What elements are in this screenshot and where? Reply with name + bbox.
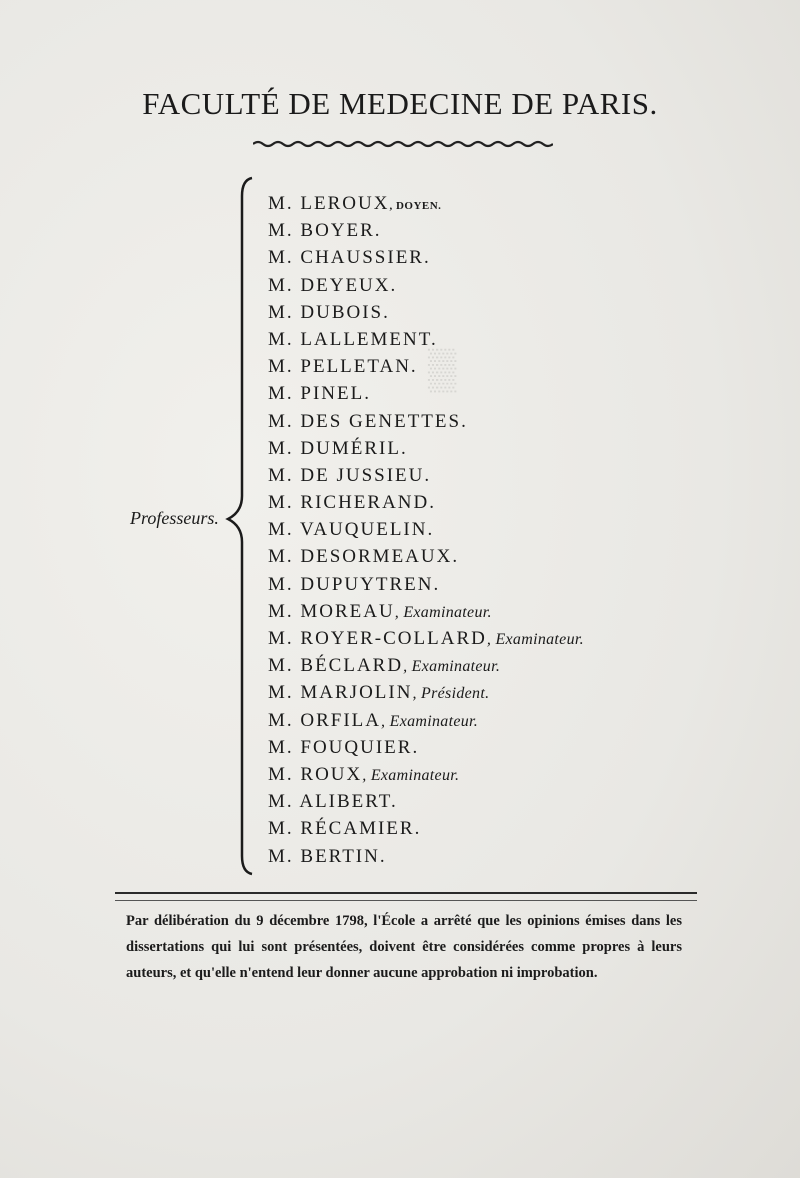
professor-entry <box>268 516 584 543</box>
professor-name: M. MOREAU <box>268 600 395 622</box>
professor-entry <box>268 815 584 842</box>
professor-name: M. ORFILA <box>268 709 382 731</box>
professor-entry <box>268 598 584 625</box>
professor-name: M. ALIBERT. <box>268 791 398 813</box>
section-divider <box>115 892 697 901</box>
professor-name: M. DES GENETTES. <box>268 410 468 432</box>
professors-list <box>268 190 584 870</box>
professor-entry <box>268 462 584 489</box>
curly-brace-icon <box>222 176 262 876</box>
professor-entry <box>268 679 584 706</box>
professor-name: M. PELLETAN. <box>268 356 418 378</box>
professor-title: , Examinateur. <box>381 712 479 730</box>
professor-name: M. DE JUSSIEU. <box>268 464 432 486</box>
professor-name: M. BÉCLARD <box>268 655 404 677</box>
professor-entry <box>268 217 584 244</box>
professor-entry <box>268 326 584 353</box>
professor-entry <box>268 353 584 380</box>
professor-entry <box>268 734 584 761</box>
professor-entry <box>268 244 584 271</box>
professor-entry <box>268 272 584 299</box>
professor-name: M. MARJOLIN <box>268 682 413 704</box>
professor-entry <box>268 571 584 598</box>
professor-entry <box>268 380 584 407</box>
professor-name: M. DEYEUX. <box>268 274 398 296</box>
professor-name: M. PINEL. <box>268 383 371 405</box>
professor-name: M. ROYER-COLLARD <box>268 628 487 649</box>
professor-entry <box>268 489 584 516</box>
professor-name: M. DUMÉRIL. <box>268 437 408 459</box>
professor-title: , Examinateur. <box>486 631 584 648</box>
professor-entry <box>268 299 584 326</box>
professor-entry <box>268 625 584 652</box>
professor-name: M. RICHERAND. <box>268 492 436 514</box>
professor-title: , DOYEN. <box>389 200 442 212</box>
professor-entry <box>268 408 584 435</box>
professor-name: M. DESORMEAUX. <box>268 546 460 568</box>
professor-name: M. RÉCAMIER. <box>268 818 422 840</box>
professor-entry <box>268 543 584 570</box>
ornamental-rule <box>253 140 553 148</box>
professor-entry <box>268 652 584 679</box>
professor-name: M. LEROUX <box>268 193 390 214</box>
professor-name: M. BERTIN. <box>268 845 387 867</box>
disclaimer-notice: Par délibération du 9 décembre 1798, l'École a arrêté que les opinions émises dans les dissertations qui lui sont présentées, doivent être considérées comme propres à leurs auteurs, et qu'elle n'entend leur donner aucune approbation ni improbation. <box>126 913 682 981</box>
professor-name: M. VAUQUELIN. <box>268 519 435 541</box>
professor-name: M. DUPUYTREN. <box>268 573 441 595</box>
professor-name: M. FOUQUIER. <box>268 736 420 758</box>
page-title: FACULTÉ DE MEDECINE DE PARIS. <box>142 86 658 121</box>
professor-name: M. CHAUSSIER. <box>268 247 431 269</box>
show-through-texture: ▒ <box>420 346 457 391</box>
professor-entry <box>268 707 584 734</box>
professor-name: M. DUBOIS. <box>268 301 390 323</box>
professors-label: Professeurs. <box>130 508 219 528</box>
professor-name: M. BOYER. <box>268 220 382 242</box>
professor-title: , Président. <box>412 685 490 703</box>
professor-title: , Examinateur. <box>394 603 492 621</box>
professor-entry <box>268 843 584 870</box>
professor-entry <box>268 788 584 815</box>
professor-entry <box>268 435 584 462</box>
professor-title: , Examinateur. <box>403 658 501 676</box>
professor-name: M. LALLEMENT. <box>268 328 438 350</box>
professor-entry <box>268 761 584 788</box>
professor-name: M. ROUX <box>268 763 363 785</box>
professor-title: , Examinateur. <box>362 766 460 784</box>
professor-entry <box>268 190 584 217</box>
